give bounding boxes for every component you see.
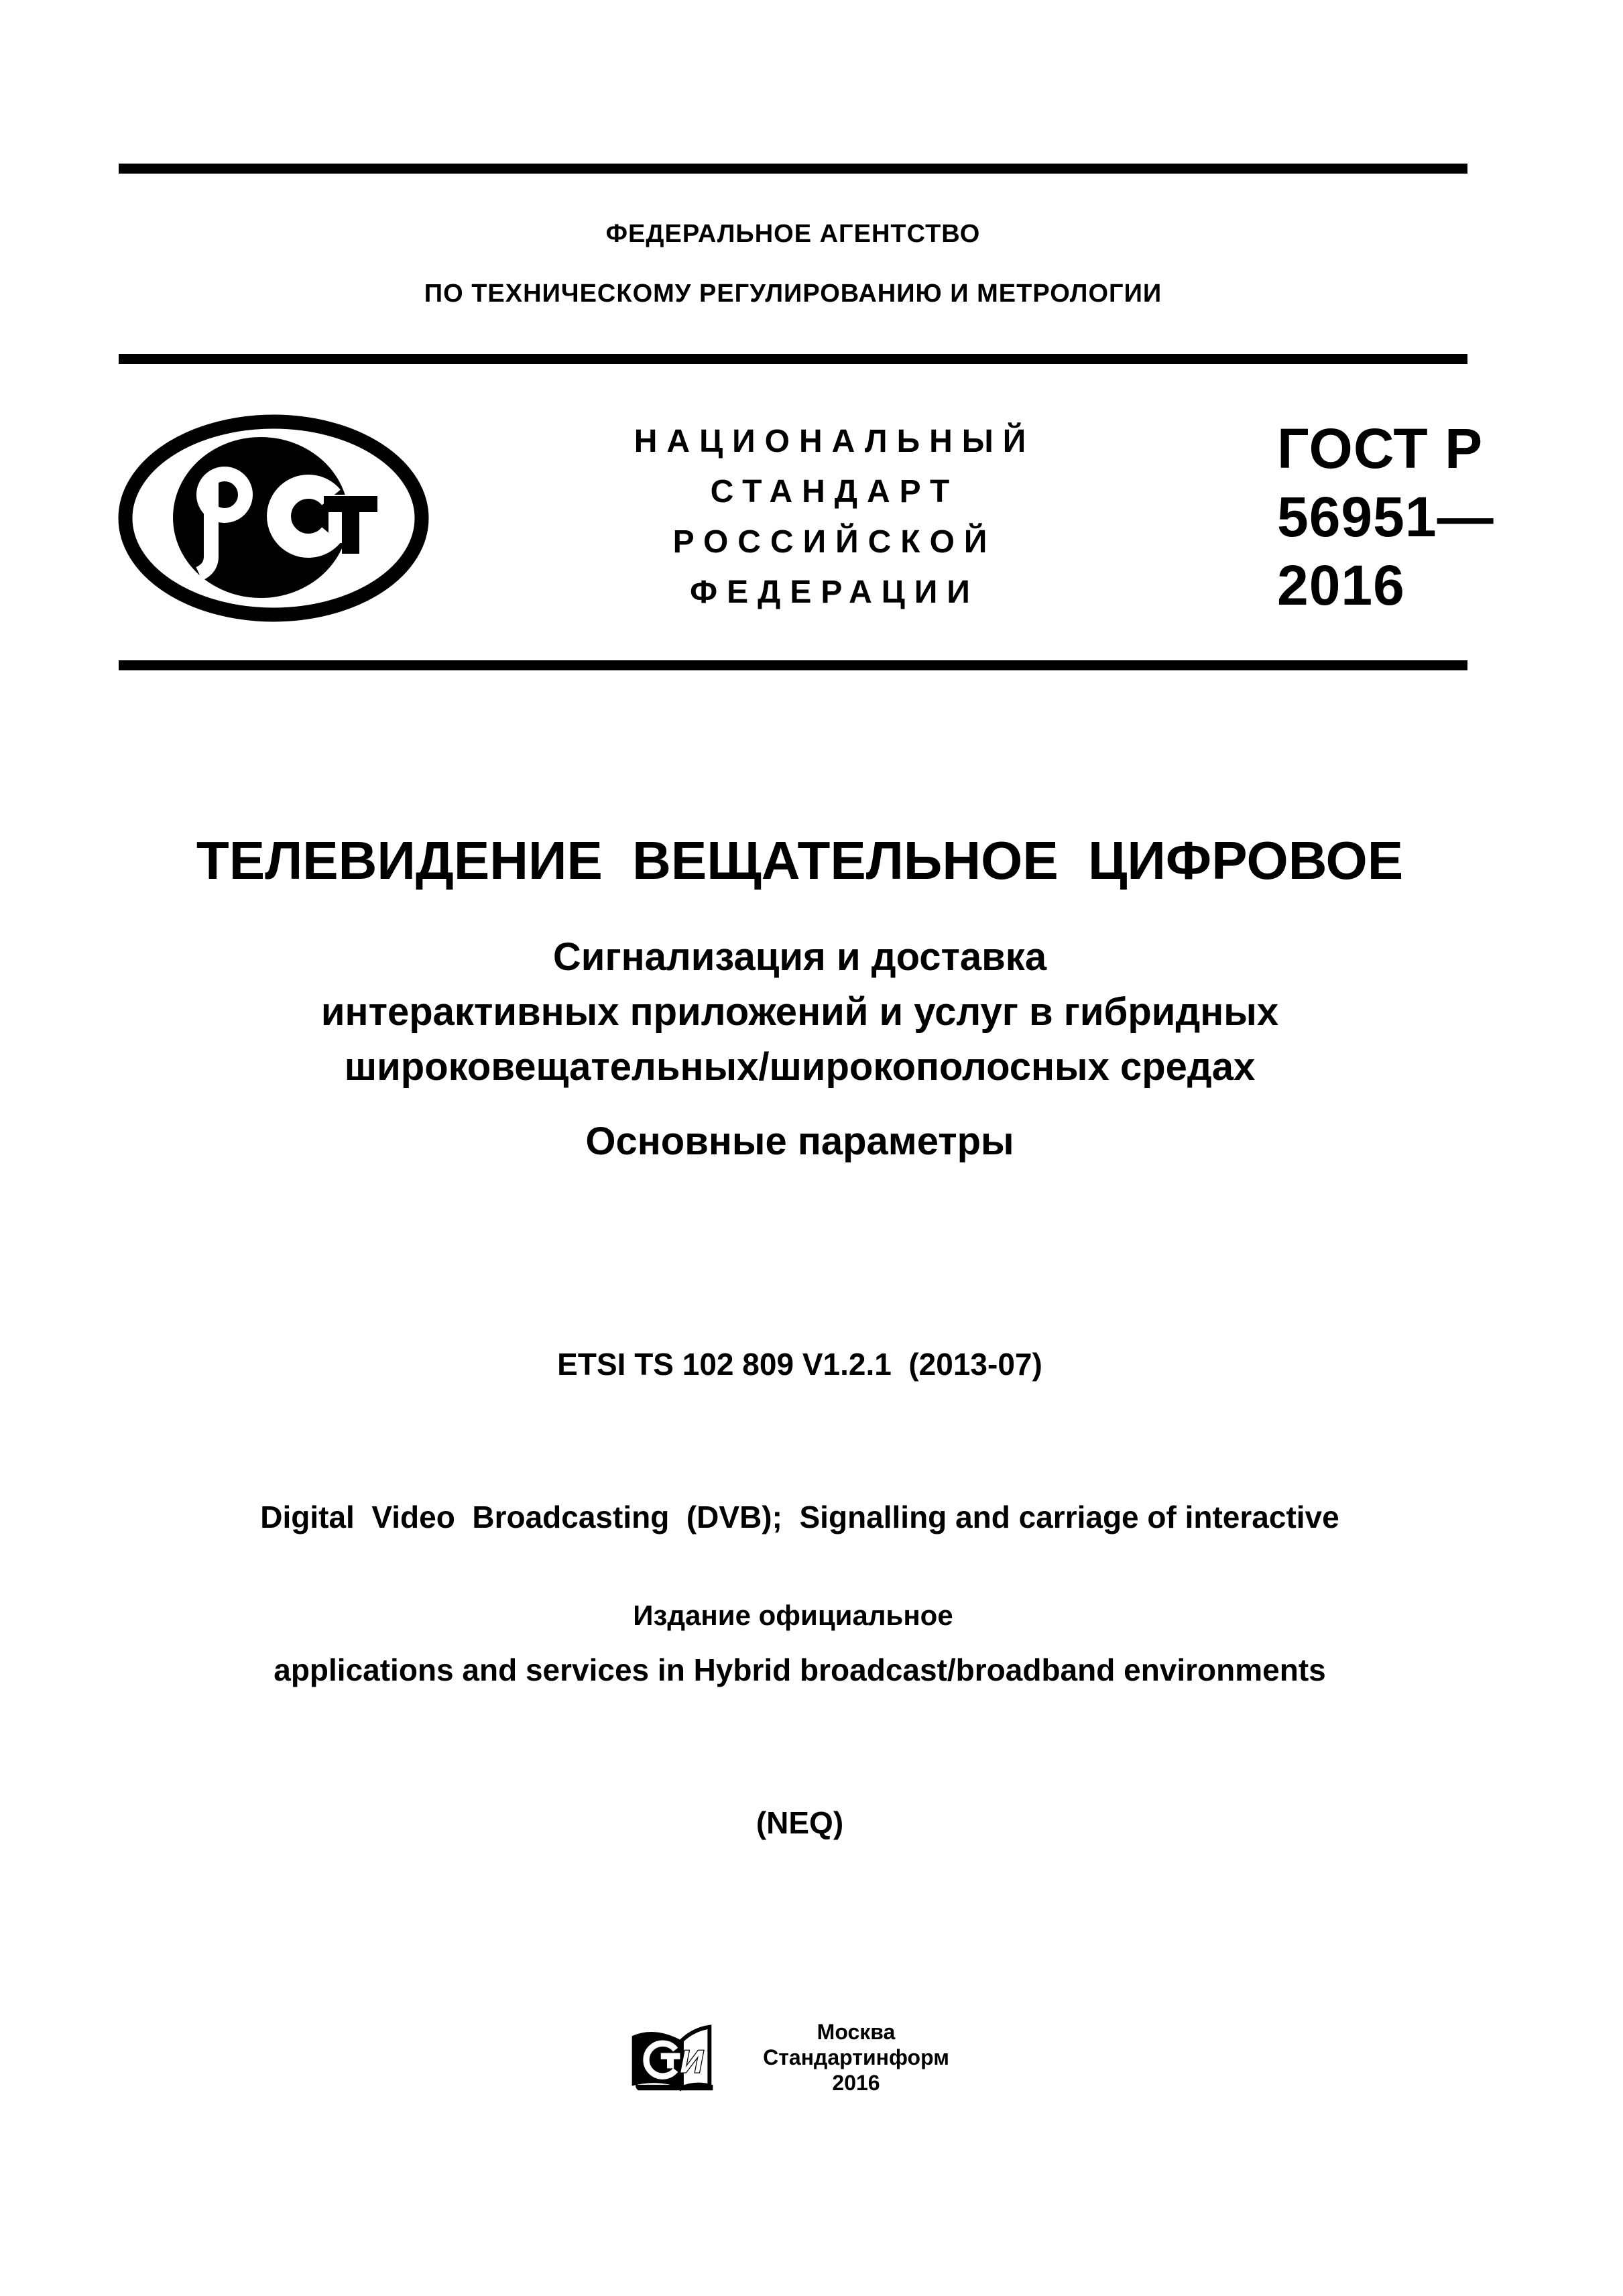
- imprint-block: [742, 2019, 970, 2096]
- standard-designation: [1277, 414, 1612, 619]
- imprint-publisher: Стандартинформ: [763, 2045, 949, 2069]
- agency-line-1: ФЕДЕРАЛЬНОЕ АГЕНТСТВО: [605, 220, 981, 248]
- subtitle-line: Сигнализация и доставка: [552, 935, 1047, 979]
- rst-logo-icon: [117, 414, 430, 622]
- reference-line: (NEQ): [756, 1805, 844, 1840]
- designation-line-3: 2016: [1277, 554, 1405, 617]
- agency-bottom-rule: [119, 354, 1467, 364]
- standartinform-logo-icon: [623, 2016, 725, 2101]
- subtitle-block: [119, 930, 1481, 1095]
- imprint-city: Москва: [817, 2020, 896, 2044]
- reference-block: [119, 1237, 1481, 1950]
- section-title: Основные параметры: [585, 1120, 1014, 1163]
- edition-note: Издание официальное: [633, 1599, 953, 1631]
- top-rule: [119, 164, 1467, 174]
- agency-block: [119, 204, 1467, 324]
- subtitle-line: интерактивных приложений и услуг в гибридных: [320, 990, 1279, 1034]
- imprint-year: 2016: [832, 2071, 880, 2095]
- standard-type-line: СТАНДАРТ: [710, 474, 959, 509]
- designation-line-1: ГОСТ Р: [1277, 417, 1484, 480]
- standard-type-block: [436, 416, 1234, 617]
- standard-type-line: НАЦИОНАЛЬНЫЙ: [634, 424, 1036, 459]
- masthead-bottom-rule: [119, 660, 1467, 670]
- agency-line-2: ПО ТЕХНИЧЕСКОМУ РЕГУЛИРОВАНИЮ И МЕТРОЛОГИИ: [424, 280, 1162, 308]
- page-title: ТЕЛЕВИДЕНИЕ ВЕЩАТЕЛЬНОЕ ЦИФРОВОЕ: [196, 831, 1404, 890]
- reference-line: ETSI TS 102 809 V1.2.1 (2013-07): [557, 1347, 1042, 1382]
- designation-line-2: 56951—: [1277, 485, 1494, 548]
- standartinform-logo-letter: И: [680, 2044, 703, 2080]
- subtitle-line: широковещательных/широкополосных средах: [344, 1045, 1256, 1089]
- reference-line: Digital Video Broadcasting (DVB); Signalling and carriage of interactive: [260, 1500, 1339, 1534]
- standard-type-line: РОССИЙСКОЙ: [672, 524, 997, 560]
- reference-line: applications and services in Hybrid broadcast/broadband environments: [274, 1652, 1326, 1687]
- standard-type-line: ФЕДЕРАЦИИ: [690, 575, 979, 610]
